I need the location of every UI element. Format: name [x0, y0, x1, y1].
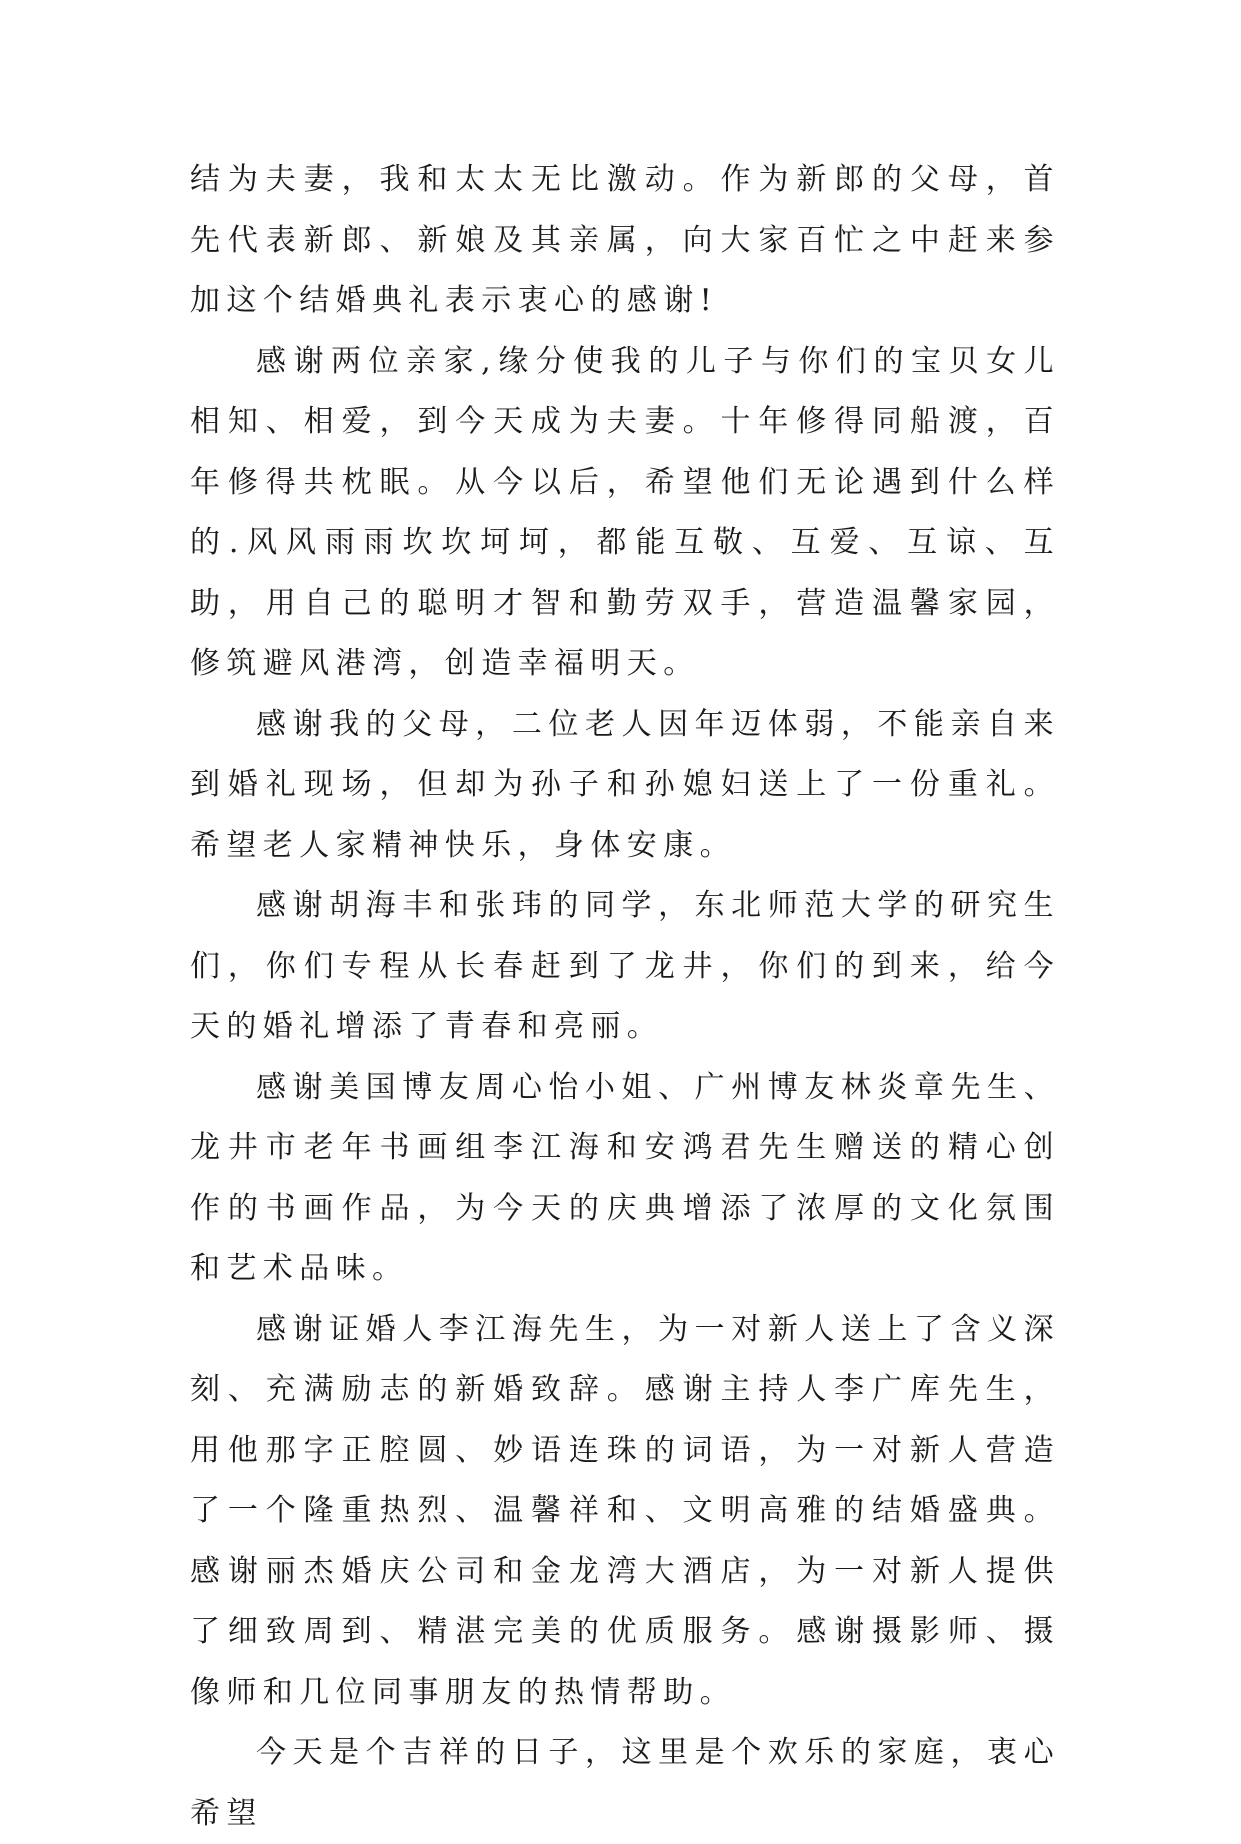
paragraph-4: 感谢胡海丰和张玮的同学，东北师范大学的研究生们，你们专程从长春赶到了龙井，你们的到来，给今天的婚礼增添了青春和亮丽。	[190, 888, 1060, 1044]
paragraph-7: 今天是个吉祥的日子，这里是个欢乐的家庭，衷心希望	[190, 1735, 1060, 1831]
document-page	[190, 150, 1060, 1844]
paragraph-6: 感谢证婚人李江海先生，为一对新人送上了含义深刻、充满励志的新婚致辞。感谢主持人李广库先生，用他那字正腔圆、妙语连珠的词语，为一对新人营造了一个隆重热烈、温馨祥和、文明高雅的结婚盛典。感谢丽杰婚庆公司和金龙湾大酒店，为一对新人提供了细致周到、精湛完美的优质服务。感谢摄影师、摄像师和几位同事朋友的热情帮助。	[190, 1311, 1060, 1710]
paragraph-1: 结为夫妻，我和太太无比激动。作为新郎的父母，首先代表新郎、新娘及其亲属，向大家百忙之中赶来参加这个结婚典礼表示衷心的感谢!	[190, 162, 1060, 318]
paragraph-2: 感谢两位亲家,缘分使我的儿子与你们的宝贝女儿相知、相爱，到今天成为夫妻。十年修得同船渡，百年修得共枕眠。从今以后，希望他们无论遇到什么样的.风风雨雨坎坎坷坷，都能互敬、互爱、互谅、互助，用自己的聪明才智和勤劳双手，营造温馨家园，修筑避风港湾，创造幸福明天。	[190, 343, 1060, 681]
paragraph-3: 感谢我的父母，二位老人因年迈体弱，不能亲自来到婚礼现场，但却为孙子和孙媳妇送上了一份重礼。希望老人家精神快乐，身体安康。	[190, 706, 1060, 863]
paragraph-5: 感谢美国博友周心怡小姐、广州博友林炎章先生、龙井市老年书画组李江海和安鸿君先生赠送的精心创作的书画作品，为今天的庆典增添了浓厚的文化氛围和艺术品味。	[190, 1069, 1060, 1286]
